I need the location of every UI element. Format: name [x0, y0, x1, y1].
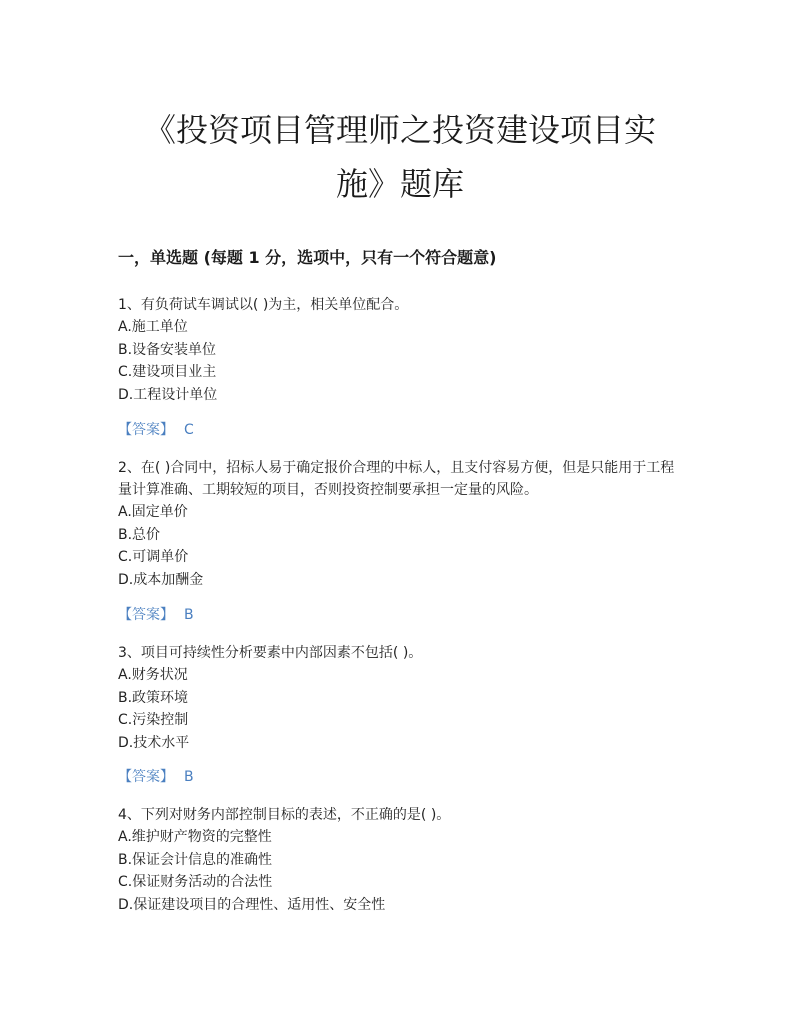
option-b: B.政策环境 — [118, 689, 189, 706]
option-b: B.设备安装单位 — [118, 341, 217, 358]
question-1 — [118, 294, 688, 406]
answer-2 — [118, 604, 194, 626]
title-line-2: 施》题库 — [335, 165, 464, 203]
option-c: C.保证财务活动的合法性 — [118, 874, 273, 890]
option-d: D.工程设计单位 — [118, 386, 218, 403]
answer-label: 【答案】 — [118, 769, 174, 785]
question-2 — [118, 457, 688, 591]
option-d: D.保证建设项目的合理性、适用性、安全性 — [118, 896, 386, 913]
option-b: B.保证会计信息的准确性 — [118, 851, 273, 868]
question-stem: 4、下列对财务内部控制目标的表述，不正确的是( )。 — [118, 807, 451, 823]
option-a: A.维护财产物资的完整性 — [118, 829, 272, 845]
option-a: A.固定单价 — [118, 504, 188, 520]
question-stem: 3、项目可持续性分析要素中内部因素不包括( )。 — [118, 645, 423, 661]
option-a: A.财务状况 — [118, 667, 188, 683]
answer-3 — [118, 766, 194, 788]
answer-1 — [118, 419, 194, 441]
section-heading: 一，单选题 (每题 1 分，选项中，只有一个符合题意) — [118, 248, 497, 267]
option-b: B.总价 — [118, 526, 161, 543]
question-3 — [118, 642, 688, 754]
answer-value: B — [184, 769, 194, 785]
answer-value: B — [184, 607, 194, 623]
question-stem: 2、在( )合同中，招标人易于确定报价合理的中标人，且支付容易方便，但是只能用于工程量计算准确、工期较短的项目，否则投资控制要承担一定量的风险。 — [118, 460, 675, 498]
answer-value: C — [184, 422, 194, 438]
document-title — [100, 103, 700, 211]
option-d: D.成本加酬金 — [118, 571, 204, 588]
answer-label: 【答案】 — [118, 607, 174, 623]
option-c: C.可调单价 — [118, 549, 189, 565]
option-c: C.污染控制 — [118, 712, 189, 728]
title-line-1: 《投资项目管理师之投资建设项目实 — [143, 111, 656, 149]
option-d: D.技术水平 — [118, 734, 190, 751]
option-c: C.建设项目业主 — [118, 364, 217, 380]
answer-label: 【答案】 — [118, 422, 174, 438]
option-a: A.施工单位 — [118, 319, 188, 335]
question-stem: 1、有负荷试车调试以( )为主，相关单位配合。 — [118, 297, 409, 313]
question-4 — [118, 804, 688, 916]
